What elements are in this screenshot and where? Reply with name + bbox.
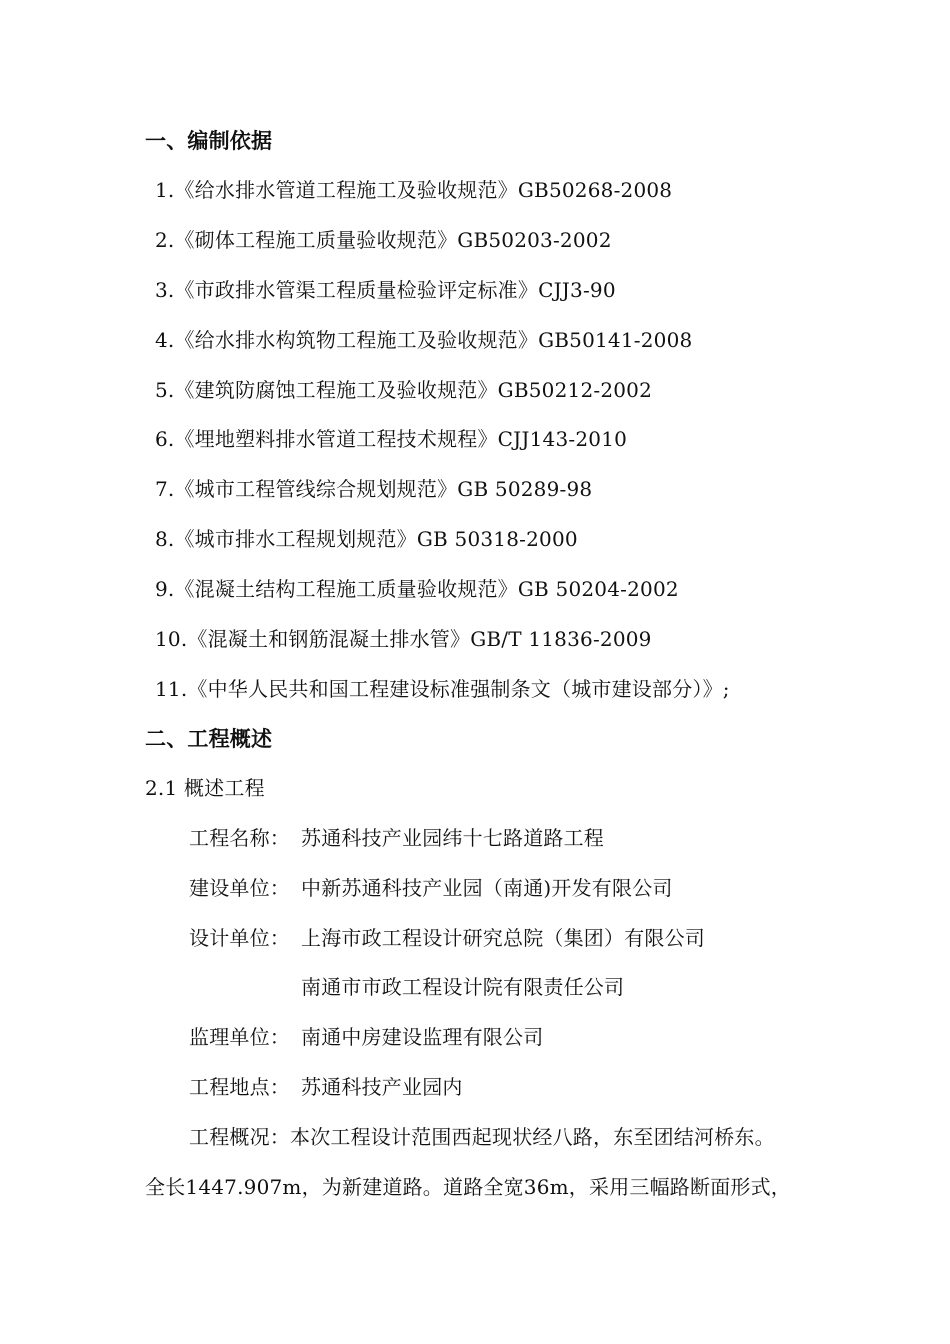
- reference-item-3: 3.《市政排水管渠工程质量检验评定标准》CJJ3-90: [155, 278, 616, 302]
- section-heading-overview: 二、工程概述: [145, 727, 273, 751]
- overview-paragraph-line-2: 全长1447.907m，为新建道路。道路全宽36m，采用三幅路断面形式，: [145, 1175, 792, 1199]
- reference-item-8: 8.《城市排水工程规划规范》GB 50318-2000: [155, 527, 578, 551]
- subsection-title: 2.1 概述工程: [145, 776, 265, 800]
- reference-item-9: 9.《混凝土结构工程施工质量验收规范》GB 50204-2002: [155, 577, 679, 601]
- supervisor-label: 监理单位：: [189, 1025, 290, 1049]
- designer-label: 设计单位：: [189, 926, 290, 950]
- designer-value-2: 南通市市政工程设计院有限责任公司: [301, 975, 625, 999]
- reference-item-7: 7.《城市工程管线综合规划规范》GB 50289-98: [155, 477, 593, 501]
- overview-paragraph-line-1: 工程概况：本次工程设计范围西起现状经八路，东至团结河桥东。: [189, 1125, 775, 1149]
- project-name-label: 工程名称：: [189, 826, 290, 850]
- builder-label: 建设单位：: [189, 876, 290, 900]
- designer-value-1: 上海市政工程设计研究总院（集团）有限公司: [301, 926, 705, 950]
- project-name-value: 苏通科技产业园纬十七路道路工程: [301, 826, 604, 850]
- reference-item-10: 10.《混凝土和钢筋混凝土排水管》GB/T 11836-2009: [155, 627, 652, 651]
- supervisor-value: 南通中房建设监理有限公司: [301, 1025, 544, 1049]
- reference-item-11: 11.《中华人民共和国工程建设标准强制条文（城市建设部分）》;: [155, 677, 730, 701]
- reference-item-4: 4.《给水排水构筑物工程施工及验收规范》GB50141-2008: [155, 328, 693, 352]
- section-heading-basis: 一、编制依据: [145, 129, 273, 153]
- builder-value: 中新苏通科技产业园（南通)开发有限公司: [301, 876, 673, 900]
- reference-item-5: 5.《建筑防腐蚀工程施工及验收规范》GB50212-2002: [155, 378, 653, 402]
- location-value: 苏通科技产业园内: [301, 1075, 463, 1099]
- reference-item-1: 1.《给水排水管道工程施工及验收规范》GB50268-2008: [155, 178, 673, 202]
- reference-item-2: 2.《砌体工程施工质量验收规范》GB50203-2002: [155, 228, 612, 252]
- location-label: 工程地点：: [189, 1075, 290, 1099]
- reference-item-6: 6.《埋地塑料排水管道工程技术规程》CJJ143-2010: [155, 427, 628, 451]
